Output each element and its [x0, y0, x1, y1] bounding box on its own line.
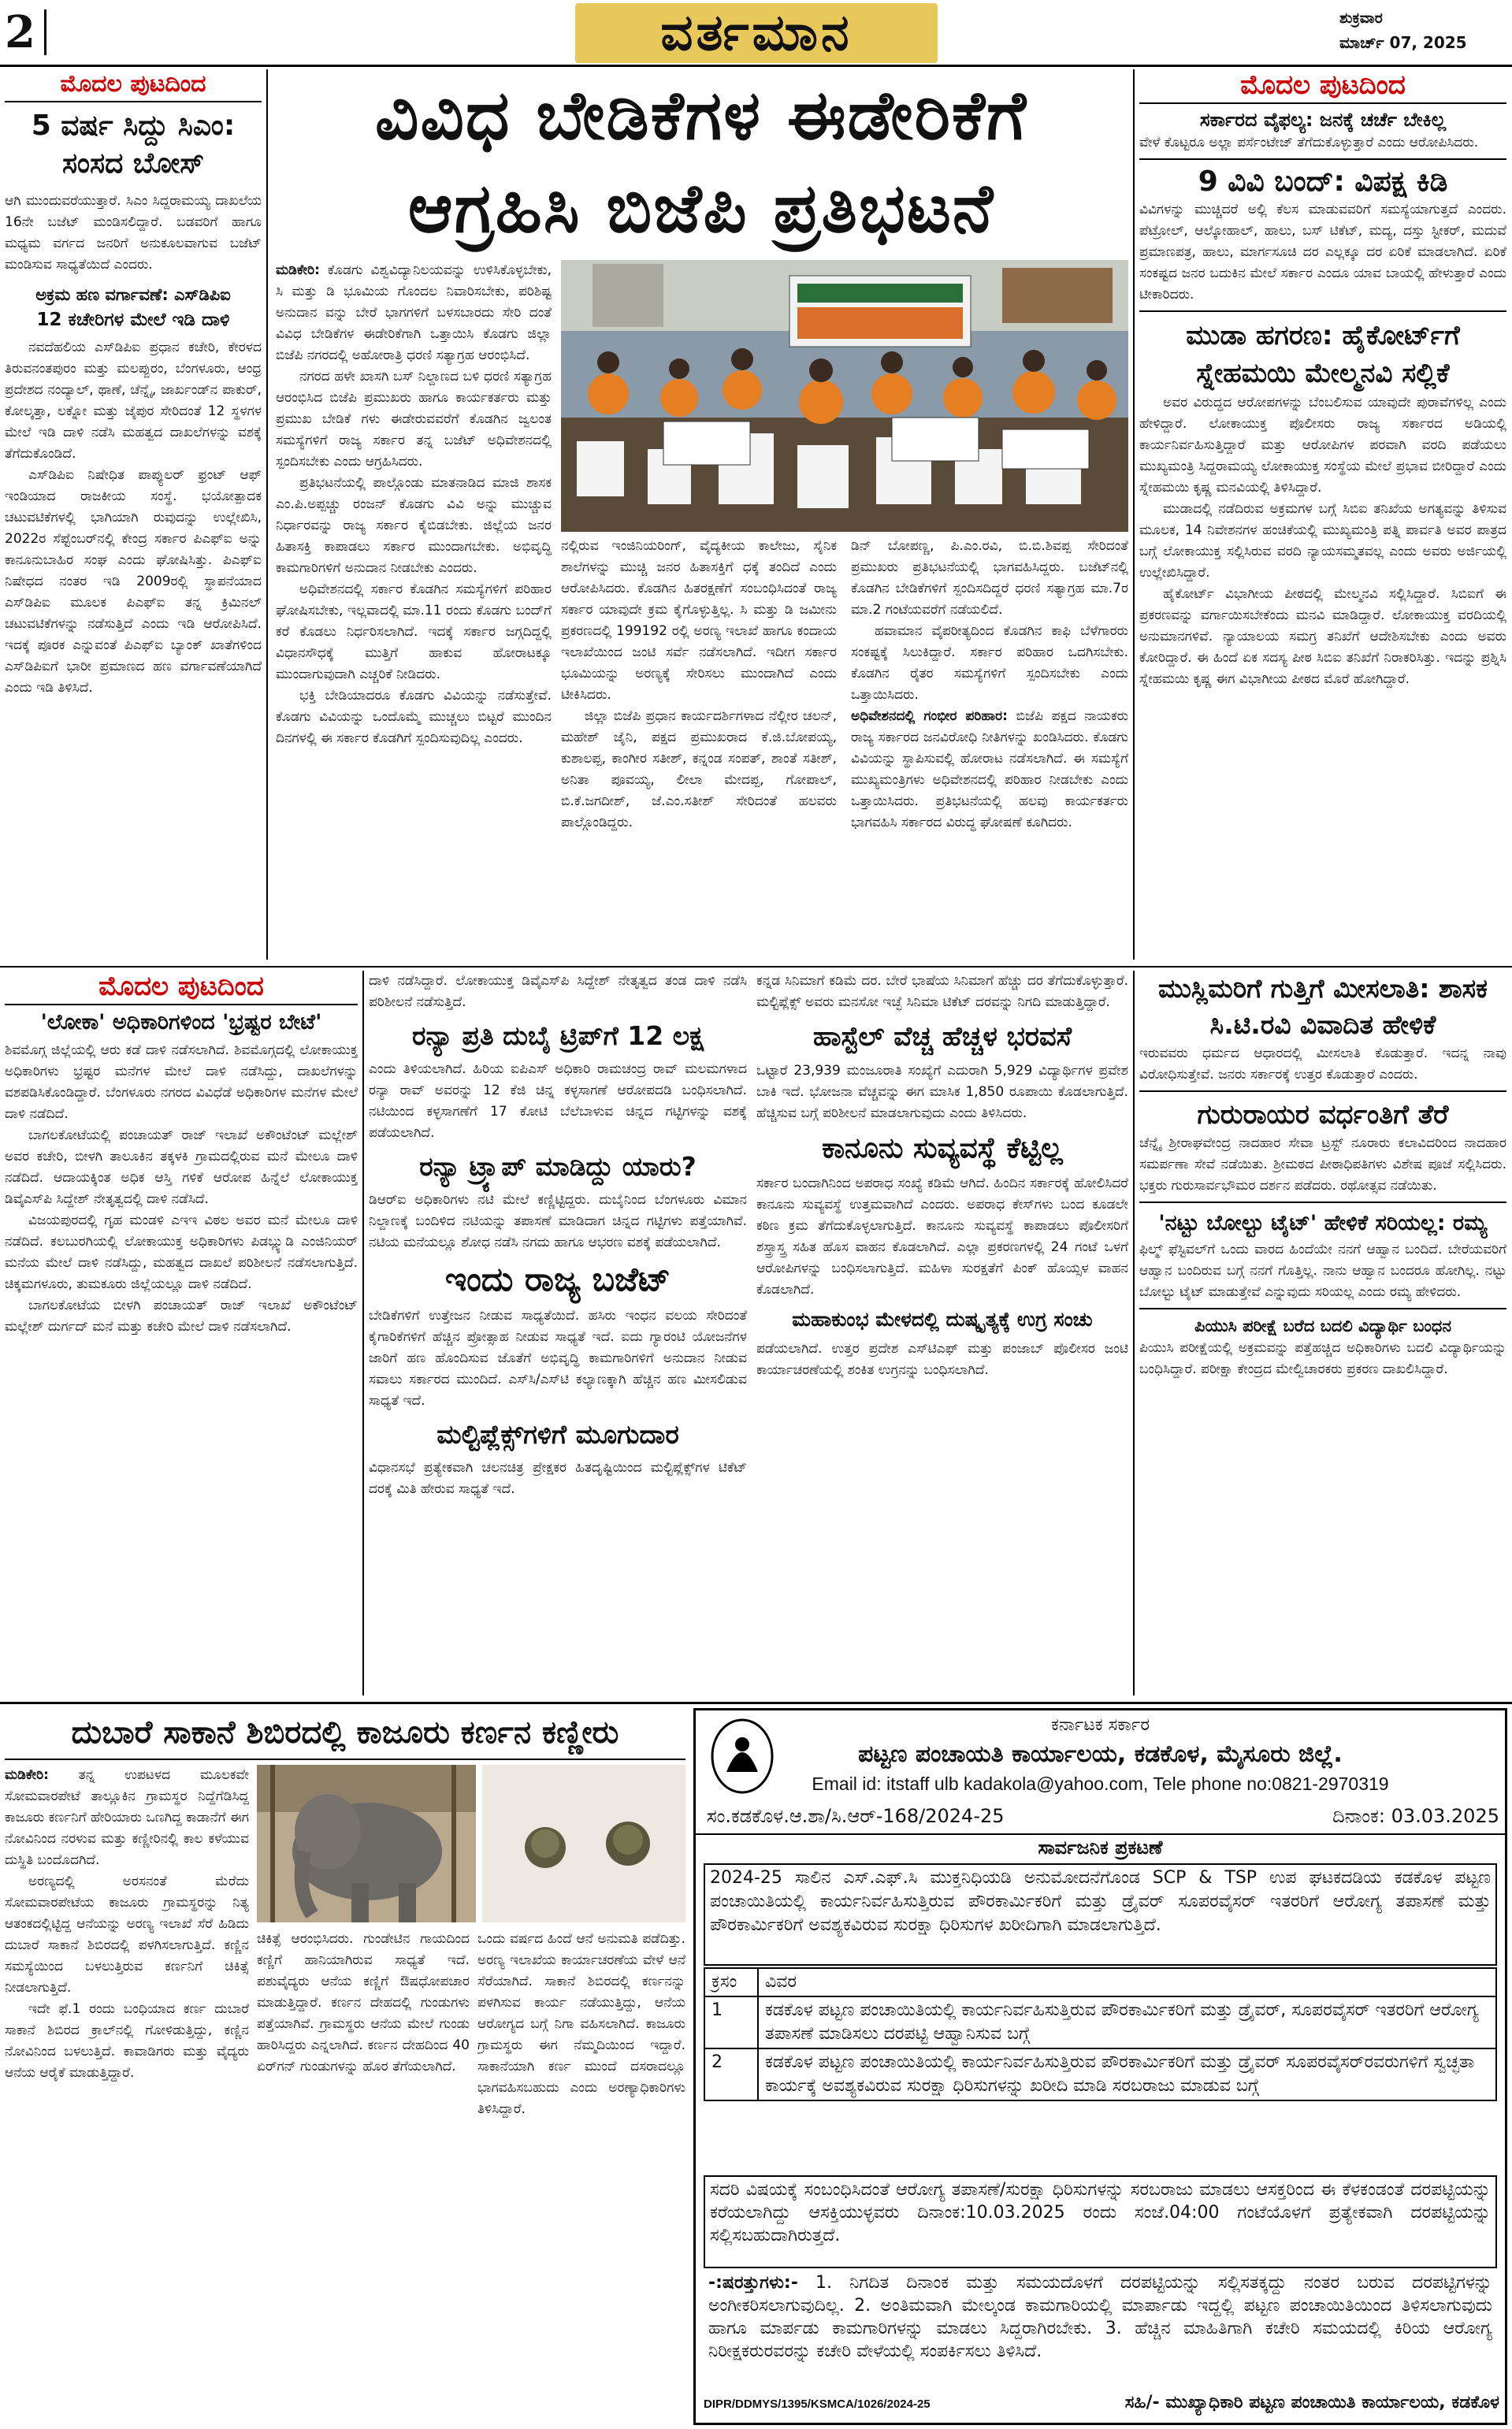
story-divider [1139, 310, 1506, 312]
col4b-stories [1139, 971, 1506, 1695]
body-puc-exam: ಪಿಯುಸಿ ಪರೀಕ್ಷೆಯಲ್ಲಿ ಅಕ್ರಮವನ್ನು ಪತ್ತೆಹಚ್ಚಿದ ಅಧಿಕಾರಿಗಳು ಬದಲಿ ವಿದ್ಯಾರ್ಥಿಯನ್ನು ಬಂಧಿಸಿದ್ದಾರೆ. ಪರೀಕ್ಷಾ ಕೇಂದ್ರದ ಮೇಲ್ವಿಚಾರಕರು ಪ್ರಕರಣ ದಾಖಲಿಸಿದ್ದಾರೆ. [1139, 1340, 1506, 1377]
col-detail-header: ವಿವರ [758, 1968, 1496, 1996]
notice-office-name: ಪಟ್ಟಣ ಪಂಚಾಯತಿ ಕಾರ್ಯಾಲಯ, ಕಡಕೊಳ, ಮೈಸೂರು ಜಿಲ್ಲೆ. [858, 1740, 1343, 1768]
notice-body: ಸದರಿ ವಿಷಯಕ್ಕೆ ಸಂಬಂಧಿಸಿದಂತೆ ಆರೋಗ್ಯ ತಪಾಸಣೆ/ಸುರಕ್ಷಾ ಧಿರಿಸುಗಳನ್ನು ಸರಬರಾಜು ಮಾಡಲು ಆಸಕ್ತರಿಂದ ಈ ಕೆಳಕಂಡಂತೆ ದರಪಟ್ಟಿಯನ್ನು ಕರೆಯಲಾಗಿದ್ದು ಆಸಕ್ತಿಯುಳ್ಳವರು ದಿನಾಂಕ:10.03.2025 ರಂದು ಸಂಜೆ.04:00 ಗಂಟೆಯೊಳಗೆ ಪ್ರತ್ಯೇಕವಾಗಿ ದರಪಟ್ಟಿಯನ್ನು ಸಲ್ಲಿಸಬಹುದಾಗಿರುತ್ತದೆ. [704, 2175, 1497, 2268]
main-headline-block [272, 69, 1131, 258]
front-page-tag: ಮೊದಲ ಪುಟದಿಂದ [1240, 69, 1406, 101]
headline-siddu: 5 ವರ್ಷ ಸಿದ್ದು ಸಿಎಂ: ಸಂಸದ ಬೋಸ್ [31, 110, 236, 180]
main-story-col-b [561, 536, 837, 961]
headline-govt-failure: ಸರ್ಕಾರದ ವೈಫಲ್ಯ: ಜನಕ್ಕೆ ಚರ್ಚೆ ಬೇಕಿಲ್ಲ [1199, 109, 1447, 131]
body-mahakumbh: ಪಡೆಯಲಾಗಿದೆ. ಉತ್ತರ ಪ್ರದೇಶ ಎಸ್‌ಟಿಎಫ್ ಮತ್ತು ಪಂಜಾಬ್ ಪೊಲೀಸರ ಜಂಟಿ ಕಾರ್ಯಾಚರಣೆಯಲ್ಲಿ ಶಂಕಿತ ಉಗ್ರನನ್ನು ಬಂಧಿಸಲಾಗಿದೆ. [756, 1341, 1128, 1378]
masthead [0, 0, 1512, 65]
notice-contact: Email id: itstaff ulb kadakola@yahoo.com, Tele phone no:0821-2970319 [812, 1773, 1389, 1794]
headline-muda: ಮುಡಾ ಹಗರಣ: ಹೈಕೋರ್ಟ್‌ಗೆ ಸ್ನೇಹಮಯಿ ಮೇಲ್ಮನವಿ ಸಲ್ಲಿಕೆ [1186, 320, 1460, 389]
body-lokayukta-3: ವಿಜಯಪುರದಲ್ಲಿ ಗೃಹ ಮಂಡಳಿ ಎಇಇ ವಿಠಲ ಅವರ ಮನೆ ಮೇಲೂ ದಾಳಿ ನಡೆದಿದೆ. ಕಲಬುರಗಿಯಲ್ಲಿ ಲೋಕಾಯುಕ್ತ ಅಧಿಕಾರಿಗಳು ಪಿಡಬ್ಲ್ಯುಡಿ ಎಂಜಿನಿಯರ್ ಮನೆಯ ಮೇಲೆ ದಾಳಿ ನಡೆಸಿದ್ದು, ಮಹತ್ವದ ದಾಖಲೆ ಪರಿಶೀಲನೆ ನಡೆಸಲಾಗುತ್ತಿದೆ. ಚಿಕ್ಕಮಗಳೂರು, ತುಮಕೂರು ಜಿಲ್ಲೆಯಲ್ಲೂ ದಾಳಿ ನಡೆದಿದೆ. [5, 1213, 358, 1292]
elephant-col-c [477, 1929, 685, 2423]
tag-underline [5, 101, 262, 102]
page-number: 2 [5, 6, 35, 58]
elephant-photo [257, 1765, 476, 1922]
headline-ranya-trap: ರನ್ಯಾ ಟ್ರ್ಯಾಪ್ ಮಾಡಿದ್ದು ಯಾರು? [419, 1151, 697, 1182]
story-divider [1139, 1202, 1506, 1203]
body-ranya-trap: ಡಿಆರ್‌ಐ ಅಧಿಕಾರಿಗಳು ನಟಿ ಮೇಲೆ ಕಣ್ಣಿಟ್ಟಿದ್ದರು. ದುಬೈನಿಂದ ಬೆಂಗಳೂರು ವಿಮಾನ ನಿಲ್ದಾಣಕ್ಕೆ ಬಂದಿಳಿದ ನಟಿಯನ್ನು ತಪಾಸಣೆ ಮಾಡಿದಾಗ ಚಿನ್ನದ ಗಟ್ಟಿಗಳು ಪತ್ತೆಯಾಗಿವೆ. ನಟಿಯ ಮನೆಯಲ್ಲೂ ಶೋಧ ನಡೆಸಿ ನಗದು ಹಾಗೂ ಆಭರಣ ವಶಕ್ಕೆ ಪಡೆಯಲಾಗಿದೆ. [369, 1192, 747, 1250]
notice-ref: ಸಂ.ಕಡಕೊಳ.ಆ.ಶಾ/ಸಿ.ಆರ್-168/2024-25 [707, 1805, 1005, 1827]
elephant-dateline: ಮಡಿಕೇರಿ: [5, 1767, 49, 1783]
tag-underline [5, 1004, 358, 1005]
body-lokayukta-4: ಬಾಗಲಕೋಟೆಯ ಬೀಳಗಿ ಪಂಚಾಯತ್ ರಾಜ್ ಇಲಾಖೆ ಅಕೌಂಟೆಂಟ್ ಮಲ್ಲೇಶ್ ದುರ್ಗದ್ ಮನೆ ಮತ್ತು ಕಚೇರಿ ಮೇಲೆ ದಾಳಿ ನಡೆಸಲಾಗಿದೆ. [5, 1298, 358, 1335]
elephant-para-4: ಚಿಕಿತ್ಸೆ ಆರಂಭಿಸಿದರು. ಗುಂಡೇಟಿನ ಗಾಯದಿಂದ ಕಣ್ಣಿಗೆ ಹಾನಿಯಾಗಿರುವ ಸಾಧ್ಯತೆ ಇದೆ. ಪಶುವೈದ್ಯರು ಆನೆಯ ಕಣ್ಣಿಗೆ ಔಷಧೋಪಚಾರ ಮಾಡುತ್ತಿದ್ದಾರೆ. ಕರ್ಣನ ದೇಹದಲ್ಲಿ ಗುಂಡುಗಳು ಪತ್ತೆಯಾಗಿವೆ. ಗ್ರಾಮಸ್ಥರು ಆನೆಯ ಮೇಲೆ ಗುಂಡು ಹಾರಿಸಿದ್ದರು ಎನ್ನಲಾಗಿದೆ. ಕರ್ಣನ ದೇಹದಿಂದ 40 ಏರ್‌ಗನ್ ಗುಂಡುಗಳನ್ನು ಹೊರ ತೆಗೆಯಲಾಗಿದೆ. [257, 1931, 470, 2074]
main-story-subhead-c: ಅಧಿವೇಶನದಲ್ಲಿ ಗಂಭೀರ ಪರಿಹಾರ: [851, 708, 1008, 724]
notice-date: ದಿನಾಂಕ: 03.03.2025 [1332, 1805, 1499, 1827]
ranya-budget-stories [369, 971, 747, 1695]
protest-photo-graphic [561, 260, 1128, 532]
body-ranya-dubai: ಎಂದು ತಿಳಿಯಲಾಗಿದೆ. ಹಿರಿಯ ಐಪಿಎಸ್ ಅಧಿಕಾರಿ ರಾಮಚಂದ್ರ ರಾವ್ ಮಲಮಗಳಾದ ರನ್ಯಾ ರಾವ್ ಅವರನ್ನು 12 ಕೆಜಿ ಚಿನ್ನ ಕಳ್ಳಸಾಗಣೆ ಆರೋಪದಡಿ ಬಂಧಿಸಲಾಗಿದೆ. ನಟಿಯಿಂದ ಕಳ್ಳಸಾಗಣೆಗೆ 17 ಕೋಟಿ ಬೆಲೆಬಾಳುವ ಚಿನ್ನದ ಗಟ್ಟಿಗಳನ್ನು ವಶಕ್ಕೆ ಪಡೆಯಲಾಗಿದೆ. [369, 1061, 747, 1141]
elephant-headline-rule [5, 1759, 685, 1760]
main-story-col-a [276, 260, 552, 961]
notice-code: DIPR/DDMYS/1395/KSMCA/1026/2024-25 [704, 2397, 931, 2411]
main-story-para-b2: ಜಿಲ್ಲಾ ಬಿಜೆಪಿ ಪ್ರಧಾನ ಕಾರ್ಯದರ್ಶಿಗಳಾದ ನೆಲ್ಲೀರ ಚಲನ್, ಮಹೇಶ್ ಜೈನಿ, ಪಕ್ಷದ ಪ್ರಮುಖರಾದ ಕೆ.ಜಿ.ಬೋಪಯ್ಯ, ಕುಶಾಲಪ್ಪ, ಕಾಂಗೀರ ಸತೀಶ್, ಕನ್ನಂಡ ಸಂಪತ್, ಶಾಂತೆ ಸತೀಶ್, ಅನಿತಾ ಪೂವಯ್ಯ, ಲೀಲಾ ಮೇದಪ್ಪ, ಗೋಪಾಲ್, ಬಿ.ಕೆ.ಜಗದೀಶ್, ಜೆ.ಎಂ.ಸತೀಶ್ ಸೇರಿದಂತೆ ಹಲವರು ಪಾಲ್ಗೊಂಡಿದ್ದರು. [561, 708, 837, 830]
masthead-rule [0, 65, 1512, 67]
col-no-header: ಕ್ರಸಂ [704, 1968, 758, 1996]
bullets-photo-graphic [482, 1765, 685, 1922]
row-text: ಕಡಕೊಳ ಪಟ್ಟಣ ಪಂಚಾಯಿತಿಯಲ್ಲಿ ಕಾರ್ಯನಿರ್ವಹಿಸುತ್ತಿರುವ ಪೌರಕಾರ್ಮಿಕರಿಗೆ ಮತ್ತು ಡ್ರೈವರ್, ಸೂಪರವೈಸರ್ ಇತರರಿಗೆ ಆರೋಗ್ಯ ತಪಾಸಣೆ ಮಾಡಿಸಲು ದರಪಟ್ಟಿ ಆಹ್ವಾನಿಸುವ ಬಗ್ಗೆ [758, 1996, 1496, 2048]
main-story-para-3: ಪ್ರತಿಭಟನೆಯಲ್ಲಿ ಪಾಲ್ಗೊಂಡು ಮಾತನಾಡಿದ ಮಾಜಿ ಶಾಸಕ ಎಂ.ಪಿ.ಅಪ್ಪಚ್ಚು ರಂಜನ್ ಕೊಡಗು ವಿವಿ ಅನ್ನು ಮುಚ್ಚುವ ನಿರ್ಧಾರವನ್ನು ರಾಜ್ಯ ಸರ್ಕಾರ ಕೈಬಿಡಬೇಕು. ಜಿಲ್ಲೆಯ ಜನರ ಹಿತಾಸಕ್ತಿ ಕಾಪಾಡಲು ಸರ್ಕಾರ ಮುಂದಾಗಬೇಕು. ಅಭಿವೃದ್ಧಿ ಕಾಮಗಾರಿಗಳಿಗೆ ಅನುದಾನ ನೀಡಬೇಕು ಎಂದರು. [276, 475, 552, 576]
body-govt-failure: ವೇಳೆ ಕೊಟ್ಟರೂ ಅಲ್ಲಾ ಪರ್ಸೆಂಟೇಜ್ ತೆಗೆದುಕೊಳ್ಳುತ್ತಾರೆ ಎಂದು ಆರೋಪಿಸಿದರು. [1139, 135, 1479, 150]
col1-story [5, 69, 262, 960]
headline-ranya-dubai: ರನ್ಯಾ ಪ್ರತಿ ದುಬೈ ಟ್ರಿಪ್‌ಗೆ 12 ಲಕ್ಷ [412, 1020, 704, 1051]
headline-ramya: 'ನಟ್ಟು ಬೋಲ್ಟು ಟೈಟ್' ಹೇಳಿಕೆ ಸರಿಯಲ್ಲ: ರಮ್ಯ [1158, 1211, 1488, 1235]
body-gururayara: ಚೆನ್ನೈ ಶ್ರೀರಾಘವೇಂದ್ರ ನಾದಹಾರ ಸೇವಾ ಟ್ರಸ್ಟ್ ನೂರಾರು ಕಲಾವಿದರಿಂದ ನಾದಹಾರ ಸಮರ್ಪಣಾ ಸೇವೆ ನಡೆಯಿತು. ಶ್ರೀಮಠದ ಪೀಠಾಧಿಪತಿಗಳು ವಿಶೇಷ ಪೂಜೆ ಸಲ್ಲಿಸಿದರು. ಭಕ್ತರು ಗುರುಸಾರ್ವಭೌಮರ ದರ್ಶನ ಪಡೆದರು. ರಥೋತ್ಸವ ನಡೆಯಿತು. [1139, 1135, 1506, 1194]
subhead-ed-raid: ಅಕ್ರಮ ಹಣ ವರ್ಗಾವಣೆ: ಎಸ್‌ಡಿಪಿಐ [35, 285, 231, 304]
body-lokayukta-2: ಬಾಗಲಕೋಟೆಯಲ್ಲಿ ಪಂಚಾಯತ್ ರಾಜ್ ಇಲಾಖೆ ಅಕೌಂಟೆಂಟ್ ಮಲ್ಲೇಶ್ ಅವರ ಕಚೇರಿ, ಬೀಳಗಿ ತಾಲೂಕಿನ ತಕ್ಕಳಕಿ ಗ್ರಾಮದಲ್ಲಿರುವ ಮನೆ ಮೇಲೂ ದಾಳಿ ನಡೆದಿದೆ. ಆದಾಯಕ್ಕಿಂತ ಅಧಿಕ ಆಸ್ತಿ ಗಳಿಕೆ ಆರೋಪ ಹಿನ್ನೆಲೆ ಲೋಕಾಯುಕ್ತ ಡಿವೈಎಸ್‌ಪಿ ಸಿದ್ದೇಶ್ ನೇತೃತ್ವದಲ್ಲಿ ದಾಳಿ ನಡೆಸಿದೆ. [5, 1127, 358, 1207]
headline-multiplex: ಮಲ್ಟಿಪ್ಲೆಕ್ಸ್‌ಗಳಿಗೆ ಮೂಗುದಾರ [437, 1419, 679, 1450]
notice-table [704, 1967, 1497, 2101]
body-ed-raid-1: ನವದೆಹಲಿಯ ಎಸ್‌ಡಿಪಿಐ ಪ್ರಧಾನ ಕಚೇರಿ, ಕೇರಳದ ತಿರುವನಂತಪುರಂ ಮತ್ತು ಮಲಪ್ಪುರಂ, ಬೆಂಗಳೂರು, ಆಂಧ್ರ ಪ್ರದೇಶದ ನಂದ್ಯಾಲ್, ಥಾಣೆ, ಚೆನ್ನೈ, ಜಾರ್ಖಂಡ್‌ನ ಪಾಕುರ್, ಕೋಲ್ಕತ್ತಾ, ಲಕ್ನೋ ಮತ್ತು ಜೈಪುರ ಸೇರಿದಂತೆ 12 ಸ್ಥಳಗಳ ಮೇಲೆ ಇಡಿ ದಾಳಿ ನಡೆಸಿ ಮಹತ್ವದ ದಾಖಲೆಗಳನ್ನು ವಶಕ್ಕೆ ತೆಗೆದುಕೊಂಡಿದೆ. [5, 340, 262, 462]
main-headline-line-2: ಆಗ್ರಹಿಸಿ ಬಿಜೆಪಿ ಪ್ರತಿಭಟನೆ [407, 169, 995, 248]
table-row [704, 2048, 1496, 2100]
headline-gururayara: ಗುರುರಾಯರ ವರ್ಧಂತಿಗೆ ತೆರೆ [1197, 1099, 1449, 1131]
elephant-headline: ದುಬಾರೆ ಸಾಕಾನೆ ಶಿಬಿರದಲ್ಲಿ ಕಾಜೂರು ಕರ್ಣನ ಕಣ್ಣೀರು [71, 1714, 619, 1751]
headline-hostel: ಹಾಸ್ಟೆಲ್ ವೆಚ್ಚ ಹೆಚ್ಚಳ ಭರವಸೆ [812, 1021, 1072, 1053]
elephant-col-b [257, 1929, 470, 2423]
body-muda-1: ಅವರ ವಿರುದ್ಧದ ಆರೋಪಗಳನ್ನು ಬೆಂಬಲಿಸುವ ಯಾವುದೇ ಪುರಾವೆಗಳಿಲ್ಲ ಎಂದು ಹೇಳಿದ್ದಾರೆ. ಲೋಕಾಯುಕ್ತ ಪೊಲೀಸರು ರಾಜ್ಯ ಸರ್ಕಾರದ ಅಡಿಯಲ್ಲಿ ಕಾರ್ಯನಿರ್ವಹಿಸುತ್ತಿದ್ದಾರೆ ಮತ್ತು ಆರೋಪಿಗಳ ಪರವಾಗಿ ವರದಿ ಪಡೆಯಲು ಮುಖ್ಯಮಂತ್ರಿ ಸಿದ್ದರಾಮಯ್ಯ ಲೋಕಾಯುಕ್ತ ಸಂಸ್ಥೆಯ ಮೇಲೆ ಪ್ರಭಾವ ಬೀರಿದ್ದಾರೆ ಎಂದು ಸ್ನೇಹಮಯಿ ಕೃಷ್ಣ ಮನವಿಯಲ್ಲಿ ತಿಳಿಸಿದ್ದಾರೆ. [1139, 395, 1506, 496]
col-divider [1133, 971, 1135, 1695]
main-story-lead: ಮಡಿಕೇರಿ: ಕೊಡಗು ವಿಶ್ವವಿದ್ಯಾನಿಲಯವನ್ನು ಉಳಿಸಿಕೊಳ್ಳಬೇಕು, ಸಿ ಮತ್ತು ಡಿ ಭೂಮಿಯ ಗೊಂದಲ ನಿವಾರಿಸಬೇಕು, ಪರಿಶಿಷ್ಟ ಅನುದಾನ ವನ್ನು ಬೇರೆ ಭಾಗಗಳಿಗೆ ಬಳಸಬಾರದು ಸೇರಿ ದಂತೆ ವಿವಿಧ ಬೇಡಿಕೆಗಳ ಈಡೇರಿಕೆಗಾಗಿ ಒತ್ತಾಯಿಸಿ ಕೊಡಗು ಜಿಲ್ಲಾ ಬಿಜೆಪಿ ನಗರದಲ್ಲಿ ಅಹೋರಾತ್ರಿ ಧರಣಿ ಸತ್ಯಾಗ್ರಹ ಆರಂಭಿಸಿದೆ. [276, 262, 552, 363]
main-story-para-c3: ಅಧಿವೇಶನದಲ್ಲಿ ಗಂಭೀರ ಪರಿಹಾರ: ಬಿಜೆಪಿ ಪಕ್ಷದ ನಾಯಕರು ರಾಜ್ಯ ಸರ್ಕಾರದ ಜನವಿರೋಧಿ ನೀತಿಗಳನ್ನು ಖಂಡಿಸಿದರು. ಕೊಡಗು ವಿವಿಯನ್ನು ಸ್ಥಾಪಿಸುವಲ್ಲಿ ಹೋರಾಟ ನಡೆಸಲಾಗಿದೆ. ಈ ಸಮಸ್ಯೆಗೆ ಮುಖ್ಯಮಂತ್ರಿಗಳು ಅಧಿವೇಶನದಲ್ಲಿ ಪರಿಹಾರ ನೀಡಬೇಕು ಎಂದು ಒತ್ತಾಯಿಸಿದರು. ಪ್ರತಿಭಟನೆಯಲ್ಲಿ ಹಲವು ಕಾರ್ಯಕರ್ತರು ಭಾಗವಹಿಸಿ ಸರ್ಕಾರದ ವಿರುದ್ಧ ಘೋಷಣೆ ಕೂಗಿದರು. [851, 708, 1128, 830]
main-story-col-c [851, 536, 1128, 961]
notice-header-rule [696, 1833, 1505, 1835]
row-no: 2 [704, 2048, 758, 2100]
headline-9-vv-bandh: 9 ವಿವಿ ಬಂದ್: ವಿಪಕ್ಷ ಕಿಡಿ [1198, 165, 1448, 198]
story-divider [1139, 1308, 1506, 1309]
front-page-tag: ಮೊದಲ ಪುಟದಿಂದ [60, 70, 206, 98]
hostel-law-stories [756, 971, 1128, 1695]
main-story-para-b1: ನಲ್ಲಿರುವ ಇಂಜಿನಿಯರಿಂಗ್, ವೈದ್ಯಕೀಯ ಕಾಲೇಜು, ಸೈನಿಕ ಶಾಲೆಗಳನ್ನು ಮುಚ್ಚಿ ಜನರ ಹಿತಾಸಕ್ತಿಗೆ ಧಕ್ಕೆ ತಂದಿದೆ ಎಂದು ಆರೋಪಿಸಿದರು. ಕೊಡಗಿನ ಹಿತರಕ್ಷಣೆಗೆ ಸಂಬಂಧಿಸಿದಂತೆ ರಾಜ್ಯ ಸರ್ಕಾರ ಯಾವುದೇ ಕ್ರಮ ಕೈಗೊಳ್ಳುತ್ತಿಲ್ಲ. ಸಿ ಮತ್ತು ಡಿ ಜಮೀನು ಪ್ರಕರಣದಲ್ಲಿ 199192 ರಲ್ಲಿ ಅರಣ್ಯ ಇಲಾಖೆ ಹಾಗೂ ಕಂದಾಯ ಇಲಾಖೆಯಿಂದ ಜಂಟಿ ಸರ್ವೆ ನಡೆಸಲಾಗಿದೆ. ಇದೀಗ ಸರ್ಕಾರ ಭೂಮಿಯನ್ನು ಅರಣ್ಯಕ್ಕೆ ಸೇರಿಸಲು ಮುಂದಾಗಿದೆ ಎಂದು ಟೀಕಿಸಿದರು. [561, 538, 837, 703]
elephant-col-a [5, 1765, 249, 2423]
body-9-vv-bandh: ವಿವಿಗಳನ್ನು ಮುಚ್ಚಿದರೆ ಅಲ್ಲಿ ಕೆಲಸ ಮಾಡುವವರಿಗೆ ಸಮಸ್ಯೆಯಾಗುತ್ತದೆ ಎಂದರು. ಪೆಟ್ರೋಲ್, ಆಲ್ಕೋಹಾಲ್, ಹಾಲು, ಬಸ್ ಟಿಕೆಟ್, ಮದ್ಯ, ದಸ್ತು ಸ್ಟೀಕರ್, ಮದುವೆ ಪ್ರಮಾಣಪತ್ರ, ಹಾಲು, ಮಾರ್ಗಸೂಚಿ ದರ ಎಲ್ಲಕ್ಕೂ ದರ ಏರಿಕೆ ಮಾಡಲಾಗಿದೆ. ಏರಿಕೆ ಸಂಕಷ್ಟದ ಜನರ ಬದುಕಿನ ಮೇಲೆ ಸರ್ಕಾರ ಎಂದೂ ಯಾವ ಬಾಯಲ್ಲಿ ಹೇಳುತ್ತಾರೆ ಎಂದು ಟೀಕಾರಿದರು. [1139, 202, 1506, 303]
elephant-para-3: ಇದೇ ಫೆ.1 ರಂದು ಬಂಧಿಯಾದ ಕರ್ಣ ದುಬಾರೆ ಸಾಕಾನೆ ಶಿಬಿರದ ಕ್ರಾಲ್‌ನಲ್ಲಿ ಗೋಳಿಡುತ್ತಿದ್ದು, ಕಣ್ಣಿನ ನೋವಿನಿಂದ ಬಳಲುತ್ತಿದೆ. ಕಾವಾಡಿಗರು ಮತ್ತು ವೈದ್ಯರು ಆನೆಯ ಆರೈಕೆ ಮಾಡುತ್ತಿದ್ದಾರೆ. [5, 2001, 249, 2081]
elephant-para-5: ಒಂದು ವರ್ಷದ ಹಿಂದೆ ಆನೆ ಅನುಮತಿ ಪಡೆದಿತ್ತು. ಅರಣ್ಯ ಇಲಾಖೆಯ ಕಾರ್ಯಾಚರಣೆಯ ವೇಳೆ ಆನೆ ಸೆರೆಯಾಗಿದೆ. ಸಾಕಾನೆ ಶಿಬಿರದಲ್ಲಿ ಕರ್ಣನನ್ನು ಪಳಗಿಸುವ ಕಾರ್ಯ ನಡೆಯುತ್ತಿದ್ದು, ಆನೆಯ ಆರೋಗ್ಯದ ಬಗ್ಗೆ ನಿಗಾ ವಹಿಸಲಾಗಿದೆ. ಕಾಜೂರು ಗ್ರಾಮಸ್ಥರು ಈಗ ನೆಮ್ಮದಿಯಿಂದ ಇದ್ದಾರೆ. ಸಾಕಾನೆಯಾಗಿ ಕರ್ಣ ಮುಂದೆ ದಸರಾದಲ್ಲೂ ಭಾಗವಹಿಸಬಹುದು ಎಂದು ಅರಣ್ಯಾಧಿಕಾರಿಗಳು ತಿಳಿಸಿದ್ದಾರೆ. [477, 1931, 685, 2117]
protest-photo [561, 260, 1128, 532]
body-muda-2: ಮುಡಾದಲ್ಲಿ ನಡೆದಿರುವ ಅಕ್ರಮಗಳ ಬಗ್ಗೆ ಸಿಬಿಐ ತನಿಖೆಯ ಅಗತ್ಯವನ್ನು ತಿಳಿಸುವ ಮೂಲಕ, 14 ನಿವೇಶನಗಳ ಹಂಚಿಕೆಯಲ್ಲಿ ಮುಖ್ಯಮಂತ್ರಿ ಪತ್ನಿ ಪಾರ್ವತಿ ಅವರ ಪಾತ್ರದ ಬಗ್ಗೆ ಲೋಕಾಯುಕ್ತ ಸಲ್ಲಿಸಿರುವ ವರದಿ ನ್ಯಾಯಸಮ್ಮತವಲ್ಲ ಎಂದು ಅವರು ಅರ್ಜಿಯಲ್ಲಿ ಉಲ್ಲೇಖಿಸಿದ್ದಾರೆ. [1139, 501, 1506, 581]
row-text: ಕಡಕೊಳ ಪಟ್ಟಣ ಪಂಚಾಯಿತಿಯಲ್ಲಿ ಕಾರ್ಯನಿರ್ವಹಿಸುತ್ತಿರುವ ಪೌರಕಾರ್ಮಿಕರಿಗೆ ಮತ್ತು ಡ್ರೈವರ್ ಸೂಪರವೈಸರ್‌ರವರುಗಳಿಗೆ ಸ್ವಚ್ಛತಾ ಕಾರ್ಯಕ್ಕೆ ಅವಶ್ಯಕವಿರುವ ಸುರಕ್ಷಾ ಧಿರಿಸುಗಳನ್ನು ಖರೀದಿ ಮಾಡಿ ಸರಬರಾಜು ಮಾಡುವ ಬಗ್ಗೆ [758, 2048, 1496, 2100]
main-story-para-4: ಅಧಿವೇಶನದಲ್ಲಿ ಸರ್ಕಾರ ಕೊಡಗಿನ ಸಮಸ್ಯೆಗಳಿಗೆ ಪರಿಹಾರ ಘೋಷಿಸಬೇಕು, ಇಲ್ಲವಾದಲ್ಲಿ ಮಾ.11 ರಂದು ಕೊಡಗು ಬಂದ್‌ಗೆ ಕರೆ ಕೊಡಲು ನಿರ್ಧರಿಸಲಾಗಿದೆ. ಇದಕ್ಕೆ ಸರ್ಕಾರ ಜಗ್ಗದಿದ್ದಲ್ಲಿ ವಿಧಾನಸೌಧಕ್ಕೆ ಮುತ್ತಿಗೆ ಹಾಕುವ ಹೋರಾಟಕ್ಕೂ ಮುಂದಾಗುವುದಾಗಿ ಎಚ್ಚರಿಕೆ ನೀಡಿದರು. [276, 581, 552, 682]
col-divider [362, 971, 364, 1695]
notice-gov-name: ಕರ್ನಾಟಕ ಸರ್ಕಾರ [1051, 1715, 1150, 1735]
body-muda-3: ಹೈಕೋರ್ಟ್ ವಿಭಾಗೀಯ ಪೀಠದಲ್ಲಿ ಮೇಲ್ಮನವಿ ಸಲ್ಲಿಸಿದ್ದಾರೆ. ಸಿಬಿಐಗೆ ಈ ಪ್ರಕರಣವನ್ನು ವರ್ಗಾಯಿಸಬೇಕೆಂದು ಮನವಿ ಮಾಡಿದ್ದಾರೆ. ಲೋಕಾಯುಕ್ತ ವರದಿಯಲ್ಲಿ ಅನುಮಾನಗಳಿವೆ. ನ್ಯಾಯಾಲಯ ಸಮಗ್ರ ತನಿಖೆಗೆ ಆದೇಶಿಸಬೇಕು ಎಂದು ಅವರು ಕೋರಿದ್ದಾರೆ. ಈ ಹಿಂದೆ ಏಕ ಸದಸ್ಯ ಪೀಠ ಸಿಬಿಐ ತನಿಖೆಗೆ ನಿರಾಕರಿಸಿತ್ತು. ಇದನ್ನು ಪ್ರಶ್ನಿಸಿ ಸ್ನೇಹಮಯಿ ಕೃಷ್ಣ ಈಗ ವಿಭಾಗೀಯ ಪೀಠದ ಮೊರೆ ಹೋಗಿದ್ದಾರೆ. [1139, 586, 1506, 687]
headline-mahakumbh: ಮಹಾಕುಂಭ ಮೇಳದಲ್ಲಿ ದುಷ್ಕೃತ್ಯಕ್ಕೆ ಉಗ್ರ ಸಂಚು [792, 1308, 1093, 1331]
headline-law-order: ಕಾನೂನು ಸುವ್ಯವಸ್ಥೆ ಕೆಟ್ಟಿಲ್ಲ [822, 1132, 1063, 1164]
body-siddu: ಆಗಿ ಮುಂದುವರೆಯುತ್ತಾರೆ. ಸಿಎಂ ಸಿದ್ದರಾಮಯ್ಯ ದಾಖಲೆಯ 16ನೇ ಬಜೆಟ್ ಮಂಡಿಸಲಿದ್ದಾರೆ. ಬಡವರಿಗೆ ಹಾಗೂ ಮಧ್ಯಮ ವರ್ಗದ ಜನರಿಗೆ ಅನುಕೂಲವಾಗುವ ಬಜೆಟ್ ಮಂಡಿಸುವ ಸಾಧ್ಯತೆಯಿದೆ ಎಂದರು. [5, 193, 262, 273]
section-rule [0, 966, 1512, 968]
headline-lokayukta: 'ಲೋಕಾ' ಅಧಿಕಾರಿಗಳಿಂದ 'ಭ್ರಷ್ಟರ ಬೇಟೆ' [40, 1010, 322, 1034]
masthead-date: ಮಾರ್ಚ್ 07, 2025 [1339, 33, 1467, 52]
story-divider [1139, 158, 1506, 160]
elephant-photo-graphic [257, 1765, 476, 1922]
headline-state-budget: ಇಂದು ರಾಜ್ಯ ಬಜೆಟ್ [444, 1260, 671, 1298]
bullets-photo [482, 1765, 685, 1922]
table-row [704, 1996, 1496, 2048]
col4-stories [1139, 69, 1506, 960]
body-ed-raid-2: ಎಸ್‌ಡಿಪಿಐ ನಿಷೇಧಿತ ಪಾಪ್ಯುಲರ್ ಫ್ರಂಟ್ ಆಫ್ ಇಂಡಿಯಾದ ರಾಜಕೀಯ ಸಂಸ್ಥೆ. ಭಯೋತ್ಪಾದಕ ಚಟುವಟಿಕೆಗಳಲ್ಲಿ ಭಾಗಿಯಾಗಿ ರುವುದನ್ನು ಉಲ್ಲೇಖಿಸಿ, 2022ರ ಸೆಪ್ಟೆಂಬರ್‌ನಲ್ಲಿ ಕೇಂದ್ರ ಸರ್ಕಾರ ಪಿಎಫ್‌ಐ ಅನ್ನು ಕಾನೂನುಬಾಹಿರ ಸಂಘ ಎಂದು ಘೋಷಿಸಿತ್ತು. ಪಿಎಫ್‌ಐ ನಿಷೇಧದ ನಂತರ ಇಡಿ 2009ರಲ್ಲಿ ಸ್ಥಾಪನೆಯಾದ ಎಸ್‌ಡಿಪಿಐ ಮೂಲಕ ಪಿಎಫ್‌ಐ ತನ್ನ ಕ್ರಿಮಿನಲ್ ಚಟುವಟಿಕೆಗಳನ್ನು ನಡೆಸುತ್ತಿದೆ ಎಂದು ಇಡಿ ಆರೋಪಿಸಿದೆ. ಇದಕ್ಕೆ ಪೂರಕ ಎನ್ನುವಂತೆ ಪಿಎಫ್‌ಐ ಬ್ಯಾಂಕ್ ಖಾತೆಗಳಿಂದ ಎಸ್‌ಡಿಪಿಐಗೆ ಭಾರೀ ಪ್ರಮಾಣದ ಹಣ ವರ್ಗಾವಣೆಯಾಗಿದೆ ಎಂದು ಇಡಿ ತಿಳಿಸಿದೆ. [5, 467, 262, 696]
body-multiplex-cont: ಕನ್ನಡ ಸಿನಿಮಾಗೆ ಕಡಿಮೆ ದರ. ಬೇರೆ ಭಾಷೆಯ ಸಿನಿಮಾಗೆ ಹೆಚ್ಚು ದರ ತೆಗೆದುಕೊಳ್ಳುತ್ತಾರೆ. ಮಲ್ಟಿಪ್ಲೆಕ್ಸ್ ಅವರು ಮನಸೋ ಇಚ್ಛೆ ಸಿನಿಮಾ ಟಿಕೆಟ್ ದರವನ್ನು ನಿಗದಿ ಮಾಡುತ್ತಿದ್ದಾರೆ. [756, 973, 1128, 1010]
body-ramya: ಫಿಲ್ಮ್ ಫೆಸ್ಟಿವಲ್‌ಗೆ ಒಂದು ವಾರದ ಹಿಂದೆಯೇ ನನಗೆ ಆಹ್ವಾನ ಬಂದಿದೆ. ಬೇರೆಯವರಿಗೆ ಆಹ್ವಾನ ಬಂದಿರುವ ಬಗ್ಗೆ ನನಗೆ ಗೊತ್ತಿಲ್ಲ. ನಾನು ಆಹ್ವಾನ ಬಂದರೂ ಹೋಗಿಲ್ಲ. ನಟ್ಟು ಬೋಲ್ಟು ಟೈಟ್ ಮಾಡುತ್ತೇವೆ ಎನ್ನುವುದು ಸರಿಯಲ್ಲ ಎಂದು ರಮ್ಯ ಹೇಳಿದರು. [1139, 1242, 1506, 1300]
main-story-para-c1: ಡಿನ್ ಬೋಪಣ್ಣ, ಪಿ.ಎಂ.ರವಿ, ಬಿ.ಬಿ.ಶಿವಪ್ಪ ಸೇರಿದಂತೆ ಪ್ರಮುಖರು ಪ್ರತಿಭಟನೆಯಲ್ಲಿ ಭಾಗವಹಿಸಿದ್ದರು. ಬಜೆಟ್‌ನಲ್ಲಿ ಕೊಡಗಿನ ಬೇಡಿಕೆಗಳಿಗೆ ಸ್ಪಂದಿಸದಿದ್ದರೆ ಧರಣಿ ಸತ್ಯಾಗ್ರಹ ಮಾ.7ರ ಮಾ.2 ಗಂಟೆಯವರೆಗೆ ನಡೆಯಲಿದೆ. [851, 538, 1128, 618]
main-dateline: ಮಡಿಕೇರಿ: [276, 262, 320, 278]
body-ct-ravi: ಇರುವವರು ಧರ್ಮದ ಆಧಾರದಲ್ಲಿ ಮೀಸಲಾತಿ ಕೊಡುತ್ತಾರೆ. ಇದನ್ನ ನಾವು ವಿರೋಧಿಸುತ್ತೇವೆ. ಜನರು ಸರ್ಕಾರಕ್ಕೆ ಉತ್ತರ ಕೊಡುತ್ತಾರೆ ಎಂದರು. [1139, 1046, 1506, 1083]
elephant-para-2: ಅರಣ್ಯದಲ್ಲಿ ಅರಸನಂತೆ ಮೆರೆದು ಸೋಮವಾರಪೇಟೆಯ ಕಾಜೂರು ಗ್ರಾಮಸ್ಥರನ್ನು ನಿತ್ಯ ಆತಂಕದಲ್ಲಿಟ್ಟಿದ್ದ ಆನೆಯನ್ನು ಅರಣ್ಯ ಇಲಾಖೆ ಸೆರೆ ಹಿಡಿದು ದುಬಾರೆ ಸಾಕಾನೆ ಶಿಬಿರದಲ್ಲಿ ಪಳಗಿಸಲಾಗುತ್ತಿದೆ. ಕಣ್ಣಿನ ಸಮಸ್ಯೆಯಿಂದ ಬಳಲುತ್ತಿರುವ ಕರ್ಣನಿಗೆ ಚಿಕಿತ್ಸೆ ನೀಡಲಾಗುತ್ತಿದೆ. [5, 1874, 249, 1996]
notice-signature: ಸಹಿ/- ಮುಖ್ಯಾಧಿಕಾರಿ ಪಟ್ಟಣ ಪಂಚಾಯಿತಿ ಕಾರ್ಯಾಲಯ, ಕಡಕೊಳ [1124, 2393, 1499, 2412]
govt-notice [693, 1708, 1507, 2425]
page-number-divider [44, 9, 46, 55]
notice-table-header [704, 1968, 1496, 1996]
main-story-para-c2: ಹವಾಮಾನ ವೈಪರೀತ್ಯದಿಂದ ಕೊಡಗಿನ ಕಾಫಿ ಬೆಳೆಗಾರರು ಸಂಕಷ್ಟಕ್ಕೆ ಸಿಲುಕಿದ್ದಾರೆ. ಸರ್ಕಾರ ಪರಿಹಾರ ಒದಗಿಸಬೇಕು. ಕೊಡಗಿನ ರೈತರ ಸಮಸ್ಯೆಗಳಿಗೆ ಸ್ಪಂದಿಸಬೇಕು ಎಂದು ಒತ್ತಾಯಿಸಿದರು. [851, 623, 1128, 703]
notice-title: ಸಾರ್ವಜನಿಕ ಪ್ರಕಟಣೆ [1038, 1837, 1163, 1859]
main-story-para-2: ನಗರದ ಹಳೇ ಖಾಸಗಿ ಬಸ್ ನಿಲ್ದಾಣದ ಬಳಿ ಧರಣಿ ಸತ್ಯಾಗ್ರಹ ಆರಂಭಿಸಿದ ಬಿಜೆಪಿ ಪ್ರಮುಖರು ಹಾಗೂ ಕಾರ್ಯಕರ್ತರು ಮತ್ತು ಪ್ರಮುಖ ಬೇಡಿಕೆ ಗಳು ಈಡೇರುವವರೆಗೆ ಕೊಡಗಿನ ಜ್ವಲಂತ ಸಮಸ್ಯೆಗಳಿಗೆ ರಾಜ್ಯ ಸರ್ಕಾರ ತನ್ನ ಬಜೆಟ್ ಅಧಿವೇಶನದಲ್ಲಿ ಸ್ಪಂದಿಸಬೇಕು ಎಂದು ಆಗ್ರಹಿಸಿದರು. [276, 369, 552, 470]
notice-intro: 2024-25 ಸಾಲಿನ ಎಸ್.ಎಫ್.ಸಿ ಮುಕ್ತನಿಧಿಯಡಿ ಅನುಮೋದನೆಗೊಂಡ SCP & TSP ಉಪ ಘಟಕದಡಿಯ ಕಡಕೊಳ ಪಟ್ಟಣ ಪಂಚಾಯಿತಿಯಲ್ಲಿ ಕಾರ್ಯನಿರ್ವಹಿಸುತ್ತಿರುವ ಪೌರಕಾರ್ಮಿಕರಿಗೆ ಮತ್ತು ಡ್ರೈವರ್ ಸೂಪರವೈಸರ್ ಇತರರಿಗೆ ಆರೋಗ್ಯ ತಪಾಸಣೆ ಮತ್ತು ಪೌರಕಾರ್ಮಿಕರಿಗೆ ಅವಶ್ಯಕವಿರುವ ಸುರಕ್ಷಾ ಧಿರಿಸುಗಳ ಖರೀದಿಗಾಗಿ ಮಾಡಲಾಗುತ್ತಿದೆ. [704, 1863, 1497, 1966]
story-divider [1139, 1090, 1506, 1092]
tag-underline [1139, 102, 1506, 104]
body-hostel: ಒಟ್ಟಾರೆ 23,939 ಮಂಜೂರಾತಿ ಸಂಖ್ಯೆಗೆ ಎದುರಾಗಿ 5,929 ವಿದ್ಯಾರ್ಥಿಗಳ ಪ್ರವೇಶ ಬಾಕಿ ಇದೆ. ಭೋಜನಾ ವೆಚ್ಚವನ್ನು ಈಗ ಮಾಸಿಕ 1,850 ರೂಪಾಯಿ ಕೊಡಲಾಗುತ್ತಿದೆ. ಹೆಚ್ಚಿಸುವ ಬಗ್ಗೆ ಪರಿಶೀಲನೆ ಮಾಡಲಾಗುವುದು ಎಂದು ತಿಳಿಸಿದರು. [756, 1063, 1128, 1121]
lokayukta-story [5, 971, 358, 1695]
notice-terms-text: 1. ನಿಗದಿತ ದಿನಾಂಕ ಮತ್ತು ಸಮಯದೊಳಗೆ ದರಪಟ್ಟಿಯನ್ನು ಸಲ್ಲಿಸತಕ್ಕದ್ದು ನಂತರ ಬರುವ ದರಪಟ್ಟಿಗಳನ್ನು ಅಂಗೀಕರಿಸಲಾಗುವುದಿಲ್ಲ. 2. ಅಂತಿಮವಾಗಿ ಮೇಲ್ಕಂಡ ಕಾಮಗಾರಿಯಲ್ಲಿ ಮಾರ್ಪಾಡು ಇದ್ದಲ್ಲಿ ಪಟ್ಟಣ ಪಂಚಾಯಿತಿಯಿಂದ ತಿಳಿಸಲಾಗುವುದು ಹಾಗೂ ಮಾರ್ಪಡು ಕಾಮಗಾರಿಗಳನ್ನು ಮಾಡಲು ಸಿದ್ದರಾಗಿರಬೇಕು. 3. ಹೆಚ್ಚಿನ ಮಾಹಿತಿಗಾಗಿ ಕಚೇರಿ ಸಮಯದಲ್ಲಿ ಕಿರಿಯ ಆರೋಗ್ಯ ನಿರೀಕ್ಷಕರುರವರನ್ನು ಕಚೇರಿ ವೇಳೆಯಲ್ಲಿ ಸಂಪರ್ಕಿಸಲು ತಿಳಿಸಿದೆ. [708, 2273, 1492, 2361]
section-rule [0, 1702, 1512, 1704]
body-law-order: ಸರ್ಕಾರ ಬಂದಾಗಿನಿಂದ ಅಪರಾಧ ಸಂಖ್ಯೆ ಕಡಿಮೆ ಆಗಿದೆ. ಹಿಂದಿನ ಸರ್ಕಾರಕ್ಕೆ ಹೋಲಿಸಿದರೆ ಕಾನೂನು ಸುವ್ಯವಸ್ಥೆ ಉತ್ತಮವಾಗಿದೆ ಎಂದರು. ಅಪರಾಧ ಕೇಸ್‌ಗಳು ಬಂದ ಕೂಡಲೇ ಕಠಿಣ ಕ್ರಮ ತೆಗೆದುಕೊಳ್ಳಲಾಗುತ್ತಿದೆ. ಕಾನೂನು ಸುವ್ಯವಸ್ಥೆ ಕಾಪಾಡಲು ಪೊಲೀಸರಿಗೆ ಶಸ್ತ್ರಾಸ್ತ್ರ ಸಹಿತ ಹೊಸ ವಾಹನ ಕೊಡಲಾಗಿದೆ. ಎಲ್ಲಾ ಪ್ರಕರಣಗಳಲ್ಲಿ 24 ಗಂಟೆ ಒಳಗೆ ಆರೋಪಿಗಳನ್ನು ಬಂಧಿಸಲಾಗುತ್ತಿದೆ. ಮಹಿಳಾ ಸುರಕ್ಷತೆಗೆ ಪಿಂಕ್ ಹೊಯ್ಸಳ ವಾಹನ ಕೊಡಲಾಗಿದೆ. [756, 1176, 1128, 1298]
main-headline-line-1: ವಿವಿಧ ಬೇಡಿಕೆಗಳ ಈಡೇರಿಕೆಗೆ [374, 76, 1028, 155]
headline-ct-ravi: ಮುಸ್ಲಿಮರಿಗೆ ಗುತ್ತಿಗೆ ಮೀಸಲಾತಿ: ಶಾಸಕ ಸಿ.ಟಿ.ರವಿ ವಿವಾದಿತ ಹೇಳಿಕೆ [1158, 973, 1488, 1040]
elephant-lead: ಮಡಿಕೇರಿ: ತನ್ನ ಉಪಟಳದ ಮೂಲಕವೇ ಸೋಮವಾರಪೇಟೆ ತಾಲ್ಲೂಕಿನ ಗ್ರಾಮಸ್ಥರ ನಿದ್ದೆಗೆಡಿಸಿದ್ದ ಕಾಜೂರು ಕರ್ಣನಿಗೆ ಹೇರಿಯಾರು ಒಣಗಿದ್ದ ಕಾಡಾನೆಗೆ ಈಗ ನೋವಿನಿಂದ ನರಳುವ ಮತ್ತು ಕಣ್ಣೀರಿನಲ್ಲಿ ಕಾಲ ಕಳೆಯುವ ದುಸ್ಥಿತಿ ಬಂದೊದಗಿದೆ. [5, 1767, 249, 1868]
body-state-budget: ಬೇಡಿಕೆಗಳಿಗೆ ಉತ್ತೇಜನ ನೀಡುವ ಸಾಧ್ಯತೆಯಿದೆ. ಹಸಿರು ಇಂಧನ ವಲಯ ಸೇರಿದಂತೆ ಕೈಗಾರಿಕೆಗಳಿಗೆ ಹೆಚ್ಚಿನ ಪ್ರೋತ್ಸಾಹ ನೀಡುವ ಸಾಧ್ಯತೆ ಇದೆ. ಐದು ಗ್ಯಾರಂಟಿ ಯೋಜನೆಗಳ ಜಾರಿಗೆ ಹಣ ಹೊಂದಿಸುವ ಜೊತೆಗೆ ಅಭಿವೃದ್ಧಿ ಕಾಮಗಾರಿಗಳಿಗೆ ಅನುದಾನ ನೀಡುವ ಸವಾಲು ಸರ್ಕಾರದ ಮುಂದಿದೆ. ಎಸ್‌ಸಿ/ಎಸ್‌ಟಿ ಕಲ್ಯಾಣಕ್ಕಾಗಿ ಹೆಚ್ಚಿನ ಹಣ ಮೀಸಲಿಡುವ ಸಾಧ್ಯತೆ ಇದೆ. [369, 1308, 747, 1409]
col-divider [266, 69, 268, 960]
body-raid-cont: ದಾಳಿ ನಡೆಸಿದ್ದಾರೆ. ಲೋಕಾಯುಕ್ತ ಡಿವೈಎಸ್‌ಪಿ ಸಿದ್ದೇಶ್ ನೇತೃತ್ವದ ತಂಡ ದಾಳಿ ನಡೆಸಿ ಪರಿಶೀಲನೆ ನಡೆಸುತ್ತಿದೆ. [369, 973, 747, 1010]
main-story-para-5: ಭಕ್ತಿ ಬೇಡಿಯಾದರೂ ಕೊಡಗು ವಿವಿಯನ್ನು ನಡೆಸುತ್ತೇವೆ. ಕೊಡಗು ವಿವಿಯನ್ನು ಒಂದೊಮ್ಮೆ ಮುಚ್ಚಲು ಬಿಟ್ಟರೆ ಮುಂದಿನ ದಿನಗಳಲ್ಲಿ ಈ ಸರ್ಕಾರ ಕೊಡಗಿಗೆ ಸ್ಪಂದಿಸುವುದಿಲ್ಲ ಎಂದರು. [276, 688, 552, 746]
row-no: 1 [704, 1996, 758, 2048]
subhead-ed-raid-2: 12 ಕಚೇರಿಗಳ ಮೇಲೆ ಇಡಿ ದಾಳಿ [36, 310, 230, 330]
front-page-tag: ಮೊದಲ ಪುಟದಿಂದ [98, 971, 264, 1002]
masthead-title: ವರ್ತಮಾನ [660, 3, 853, 62]
notice-terms [704, 2270, 1497, 2388]
body-multiplex: ವಿಧಾನಸಭೆ ಪ್ರತ್ಯೇಕವಾಗಿ ಚಲನಚಿತ್ರ ಪ್ರೇಕ್ಷಕರ ಹಿತದೃಷ್ಟಿಯಿಂದ ಮಲ್ಟಿಪ್ಲೆಕ್ಸ್‌ಗಳ ಟಿಕೆಟ್ ದರಕ್ಕೆ ಮಿತಿ ಹೇರುವ ಸಾಧ್ಯತೆ ಇದೆ. [369, 1460, 747, 1497]
col-divider [1133, 69, 1135, 960]
masthead-day: ಶುಕ್ರವಾರ [1339, 9, 1383, 27]
headline-puc-exam: ಪಿಯುಸಿ ಪರೀಕ್ಷೆ ಬರೆದ ಬದಲಿ ವಿದ್ಯಾರ್ಥಿ ಬಂಧನ [1194, 1317, 1451, 1335]
notice-terms-label: -:ಷರತ್ತುಗಳು:- [708, 2273, 798, 2293]
body-lokayukta-1: ಶಿವಮೊಗ್ಗ ಜಿಲ್ಲೆಯಲ್ಲಿ ಆರು ಕಡೆ ದಾಳಿ ನಡೆಸಲಾಗಿದೆ. ಶಿವಮೊಗ್ಗದಲ್ಲಿ ಲೋಕಾಯುಕ್ತ ಅಧಿಕಾರಿಗಳು ಭ್ರಷ್ಟರ ಮನೆಗಳ ಮೇಲೆ ದಾಳಿ ನಡೆಸಿದ್ದು, ದಾಖಲೆಗಳನ್ನು ವಶಪಡಿಸಿಕೊಂಡಿದ್ದಾರೆ. ಬೆಂಗಳೂರು ನಗರದ ವಿವಿಧೆಡೆ ಅಧಿಕಾರಿಗಳ ಮನೆಗಳ ಮೇಲೆ ದಾಳಿ ನಡೆದಿದೆ. [5, 1042, 358, 1122]
